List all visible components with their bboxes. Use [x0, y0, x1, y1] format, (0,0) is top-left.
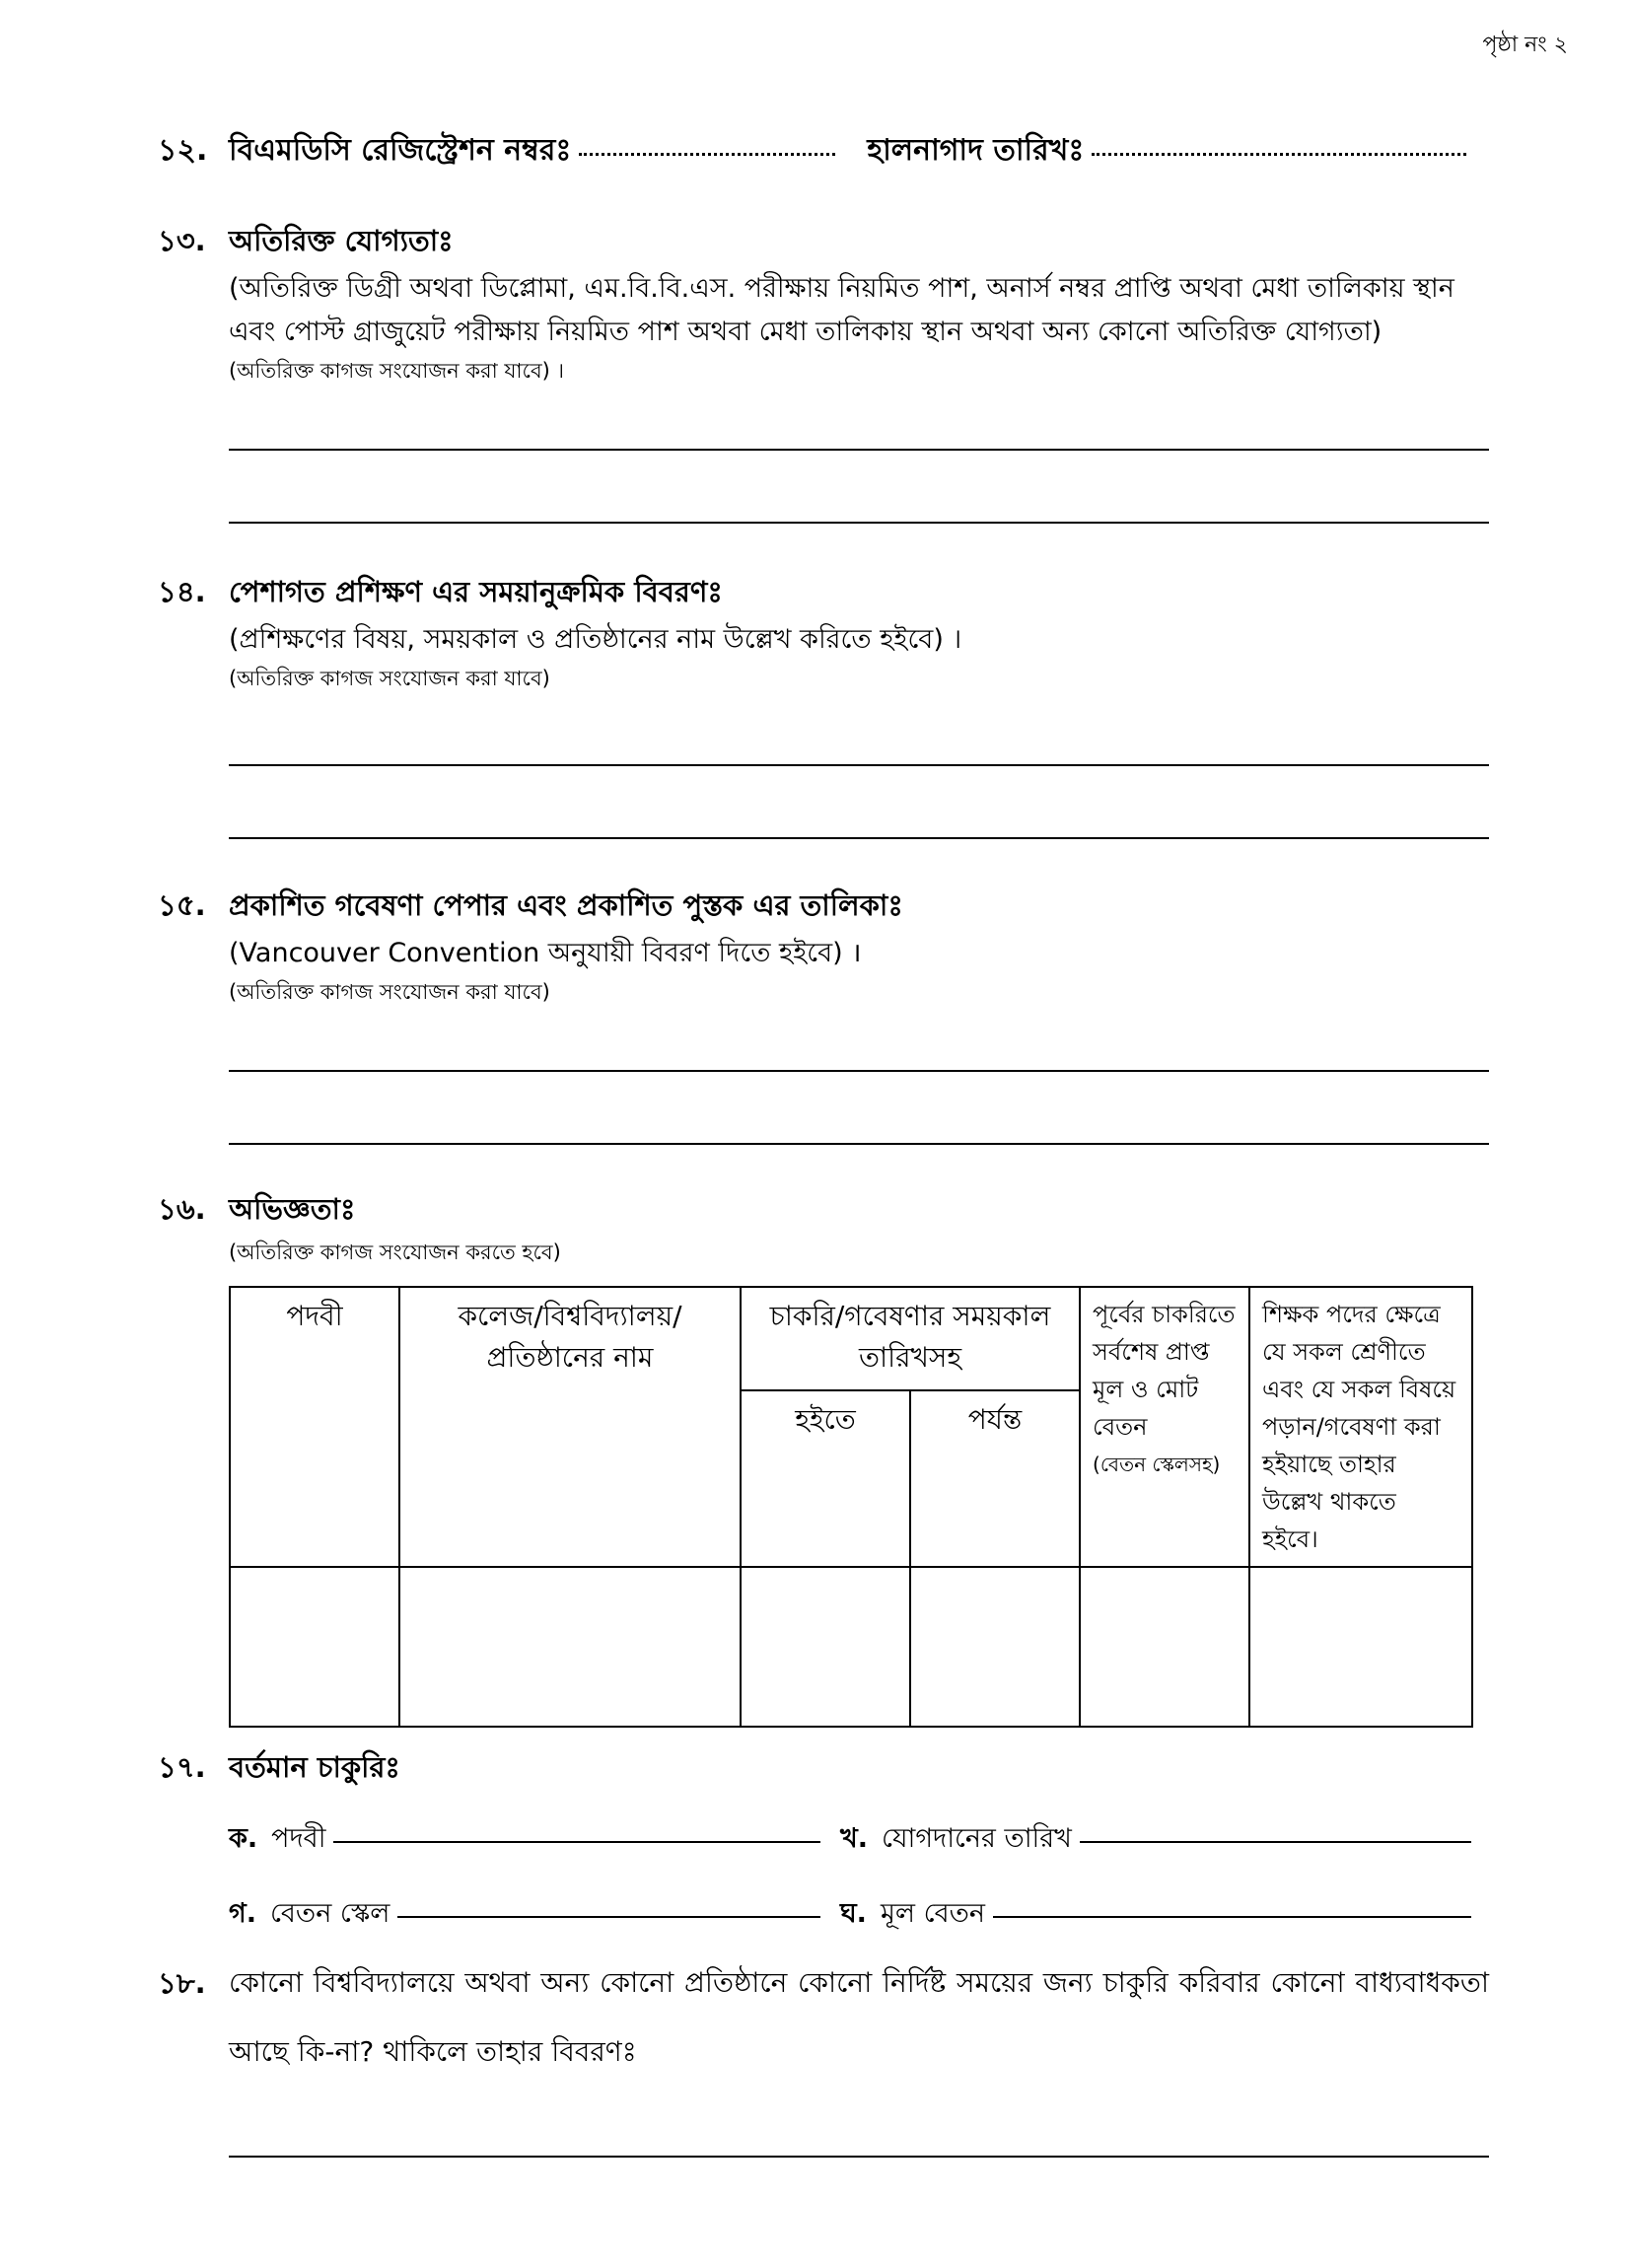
section-13-answer-line-2[interactable] — [229, 522, 1489, 524]
cell-from[interactable] — [741, 1567, 910, 1727]
designation-field[interactable] — [333, 1841, 820, 1843]
experience-table — [229, 1286, 1473, 1728]
section-18-number: ১৮. — [158, 1966, 206, 2000]
joining-date-field-group — [840, 1818, 1471, 1863]
section-14-answer-line-1[interactable] — [229, 764, 1489, 766]
section-18 — [158, 1949, 1489, 2158]
section-12-number: ১২. — [158, 133, 208, 168]
section-18-question: কোনো বিশ্ববিদ্যালয়ে অথবা অন্য কোনো প্রতিষ্ঠানে কোনো নির্দিষ্ট সময়ের জন্য চাকুরি করিবার কোনো বাধ্যবাধকতা আছে কি-না? থাকিলে তাহার বিবরণঃ — [229, 1966, 1489, 2068]
section-13-answer-line-1[interactable] — [229, 449, 1489, 451]
col-header-designation: পদবী — [230, 1287, 399, 1567]
update-date-label: হালনাগাদ তারিখঃ — [867, 133, 1085, 168]
table-row — [230, 1567, 1472, 1727]
page-number: পৃষ্ঠা নং ২ — [1482, 33, 1568, 57]
designation-field-group — [229, 1818, 820, 1863]
designation-label: পদবী — [271, 1823, 326, 1854]
section-15-answer-line-1[interactable] — [229, 1070, 1489, 1072]
section-15 — [158, 884, 1489, 1145]
basic-salary-label: মূল বেতন — [880, 1898, 985, 1929]
cell-teaching[interactable] — [1249, 1567, 1472, 1727]
section-14-number: ১৪. — [158, 575, 206, 608]
designation-key: ক. — [229, 1823, 258, 1854]
section-16-number: ১৬. — [158, 1192, 206, 1226]
section-16 — [158, 1187, 1489, 1269]
current-job-row-2 — [229, 1893, 1471, 1938]
cell-institution[interactable] — [399, 1567, 741, 1727]
col-header-salary — [1080, 1287, 1249, 1567]
joining-date-label: যোগদানের তারিখ — [882, 1823, 1072, 1854]
section-15-note: (অতিরিক্ত কাগজ সংযোজন করা যাবে) — [229, 980, 550, 1004]
section-15-answer-line-2[interactable] — [229, 1143, 1489, 1145]
section-17 — [158, 1745, 1489, 1794]
joining-date-key: খ. — [840, 1823, 868, 1854]
section-15-number: ১৫. — [158, 888, 206, 922]
section-13-number: ১৩. — [158, 224, 206, 257]
section-16-title: অভিজ্ঞতাঃ — [229, 1192, 356, 1226]
section-15-title: প্রকাশিত গবেষণা পেপার এবং প্রকাশিত পুস্তক এর তালিকাঃ — [229, 888, 903, 922]
section-14 — [158, 570, 1489, 839]
section-13-title: অতিরিক্ত যোগ্যতাঃ — [229, 224, 454, 257]
section-12 — [158, 126, 1479, 177]
section-14-title: পেশাগত প্রশিক্ষণ এর সময়ানুক্রমিক বিবরণঃ — [229, 575, 723, 608]
basic-salary-field-group — [840, 1893, 1471, 1938]
col-header-institution: কলেজ/বিশ্ববিদ্যালয়/ প্রতিষ্ঠানের নাম — [399, 1287, 741, 1567]
section-14-answer-line-2[interactable] — [229, 837, 1489, 839]
cell-salary[interactable] — [1080, 1567, 1249, 1727]
joining-date-field[interactable] — [1080, 1841, 1471, 1843]
col-header-period: চাকরি/গবেষণার সময়কাল তারিখসহ — [741, 1287, 1080, 1390]
section-17-number: ১৭. — [158, 1750, 206, 1784]
cell-designation[interactable] — [230, 1567, 399, 1727]
section-13-note: (অতিরিক্ত কাগজ সংযোজন করা যাবে) । — [229, 359, 565, 383]
section-16-note: (অতিরিক্ত কাগজ সংযোজন করতে হবে) — [229, 1240, 561, 1264]
section-17-title: বর্তমান চাকুরিঃ — [229, 1750, 400, 1784]
col-header-teaching: শিক্ষক পদের ক্ষেত্রে যে সকল শ্রেণীতে এবং যে সকল বিষয়ে পড়ান/গবেষণা করা হইয়াছে তাহার উল্লেখ থাকতে হইবে। — [1249, 1287, 1472, 1567]
section-13-description: (অতিরিক্ত ডিগ্রী অথবা ডিপ্লোমা, এম.বি.বি.এস. পরীক্ষায় নিয়মিত পাশ, অনার্স নম্বর প্রাপ্তি অথবা মেধা তালিকায় স্থান এবং পোস্ট গ্রাজুয়েট পরীক্ষায় নিয়মিত পাশ অথবা মেধা তালিকায় স্থান অথবা অন্য কোনো অতিরিক্ত যোগ্যতা) — [229, 273, 1454, 347]
pay-scale-key: গ. — [229, 1898, 256, 1929]
cell-to[interactable] — [910, 1567, 1080, 1727]
section-14-note: (অতিরিক্ত কাগজ সংযোজন করা যাবে) — [229, 667, 550, 690]
pay-scale-field-group — [229, 1893, 820, 1938]
pay-scale-field[interactable] — [397, 1916, 820, 1918]
col-header-salary-text: পূর্বের চাকরিতে সর্বশেষ প্রাপ্ত মূল ও মোট বেতন — [1093, 1301, 1236, 1441]
col-header-from: হইতে — [741, 1390, 910, 1567]
section-18-answer-line[interactable] — [229, 2156, 1489, 2158]
basic-salary-key: ঘ. — [840, 1898, 867, 1929]
bmdc-registration-field[interactable] — [579, 153, 835, 156]
section-15-description: (Vancouver Convention অনুযায়ী বিবরণ দিতে হইবে) । — [229, 938, 862, 968]
pay-scale-label: বেতন স্কেল — [269, 1898, 390, 1929]
col-header-to: পর্যন্ত — [910, 1390, 1080, 1567]
section-13 — [158, 219, 1489, 524]
bmdc-registration-label: বিএমডিসি রেজিস্ট্রেশন নম্বরঃ — [229, 133, 572, 168]
basic-salary-field[interactable] — [993, 1916, 1471, 1918]
update-date-field[interactable] — [1092, 153, 1466, 156]
col-header-salary-sub: (বেতন স্কেলসহ) — [1093, 1453, 1221, 1476]
section-14-description: (প্রশিক্ষণের বিষয়, সময়কাল ও প্রতিষ্ঠানের নাম উল্লেখ করিতে হইবে) । — [229, 624, 962, 655]
current-job-row-1 — [229, 1818, 1471, 1863]
